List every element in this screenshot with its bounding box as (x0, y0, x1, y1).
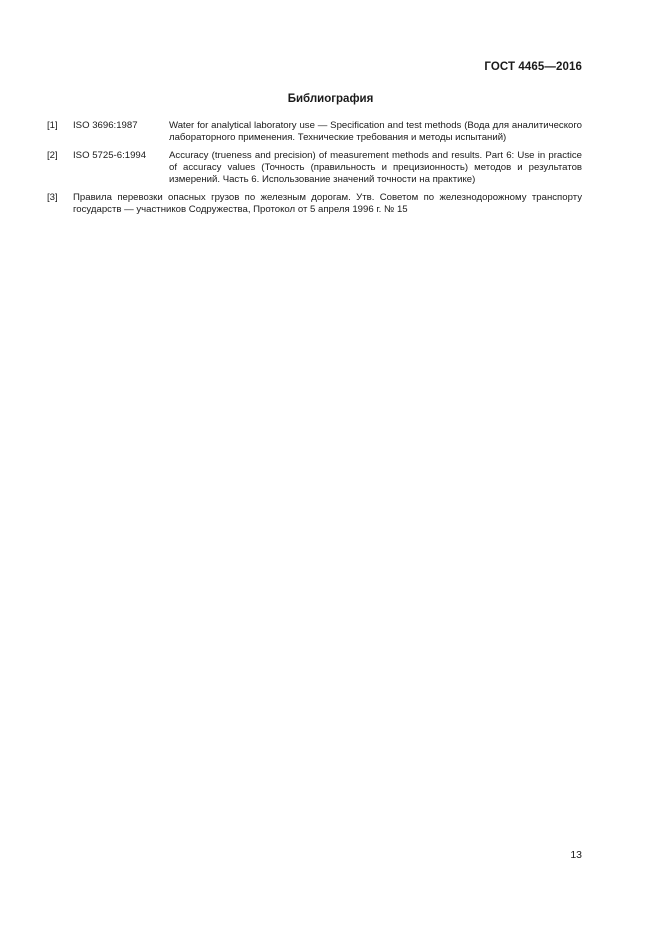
entry-title: Правила перевозки опасных грузов по железным дорогам. Утв. Советом по железнодорожному транспорту государств — участников Содружества, Протокол от 5 апреля 1996 г. № 15 (73, 192, 582, 215)
entry-standard-code: ISO 5725-6:1994 (73, 150, 147, 161)
entry-title: Accuracy (trueness and precision) of measurement methods and results. Part 6: Use in practice of accuracy values (Точность (правильность и прецизионность) методов и результатов измерений. Часть 6. Использование значений точности на практике) (169, 150, 582, 185)
page-number: 13 (570, 849, 582, 861)
entry-number: [3] (47, 192, 58, 203)
entry-number: [2] (47, 150, 58, 161)
entry-standard-code: ISO 3696:1987 (73, 120, 138, 131)
bibliography-entry (47, 192, 582, 216)
entry-number: [1] (47, 120, 58, 131)
bibliography-entry (47, 150, 582, 186)
bibliography-entry (47, 120, 582, 144)
document-code: ГОСТ 4465—2016 (484, 61, 582, 73)
section-title: Библиография (287, 93, 374, 105)
bibliography-list (47, 120, 582, 222)
entry-title: Water for analytical laboratory use — Specification and test methods (Вода для аналитического лабораторного применения. Технические требования и методы испытаний) (169, 120, 582, 143)
